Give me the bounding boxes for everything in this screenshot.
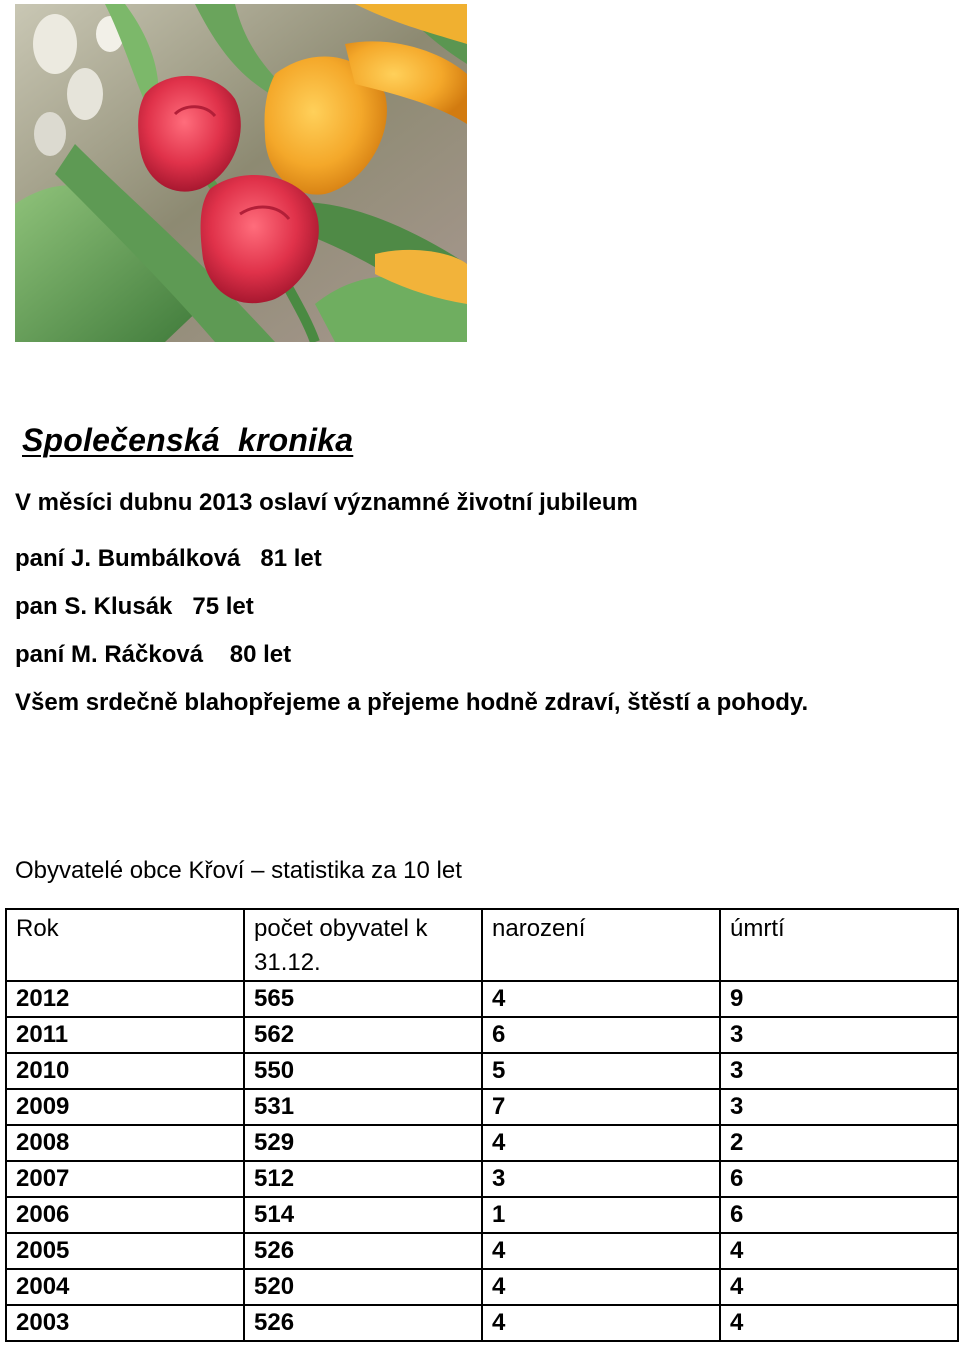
births-cell: 4	[482, 1269, 720, 1305]
year-cell: 2006	[6, 1197, 244, 1233]
births-cell: 3	[482, 1161, 720, 1197]
year-cell: 2003	[6, 1305, 244, 1341]
deaths-cell: 3	[720, 1017, 958, 1053]
population-cell: 565	[244, 981, 482, 1017]
deaths-cell: 3	[720, 1053, 958, 1089]
congratulations-text: Všem srdečně blahopřejeme a přejeme hodně zdraví, štěstí a pohody.	[15, 689, 809, 716]
table-row	[6, 1269, 958, 1305]
births-cell: 4	[482, 1233, 720, 1269]
births-cell: 5	[482, 1053, 720, 1089]
table-row	[6, 1125, 958, 1161]
population-cell: 526	[244, 1305, 482, 1341]
deaths-cell: 6	[720, 1197, 958, 1233]
births-cell: 4	[482, 981, 720, 1017]
table-header-row	[6, 909, 958, 981]
section-heading: Společenská kronika	[22, 422, 354, 458]
jubilee-intro: V měsíci dubnu 2013 oslaví významné životní jubileum	[15, 489, 638, 516]
deaths-cell: 6	[720, 1161, 958, 1197]
births-cell: 4	[482, 1125, 720, 1161]
statistics-title: Obyvatelé obce Křoví – statistika za 10 let	[15, 857, 462, 884]
table-row	[6, 1233, 958, 1269]
year-cell: 2009	[6, 1089, 244, 1125]
population-cell: 531	[244, 1089, 482, 1125]
deaths-cell: 2	[720, 1125, 958, 1161]
year-cell: 2005	[6, 1233, 244, 1269]
population-cell: 550	[244, 1053, 482, 1089]
births-cell: 1	[482, 1197, 720, 1233]
tulips-illustration	[15, 4, 467, 342]
population-cell: 514	[244, 1197, 482, 1233]
table-row	[6, 1161, 958, 1197]
column-header-deaths: úmrtí	[720, 909, 958, 981]
deaths-cell: 4	[720, 1269, 958, 1305]
table-row	[6, 1089, 958, 1125]
jubilee-person: pan S. Klusák 75 let	[15, 593, 254, 620]
jubilee-person: paní J. Bumbálková 81 let	[15, 545, 322, 572]
table-row	[6, 1017, 958, 1053]
deaths-cell: 3	[720, 1089, 958, 1125]
population-cell: 562	[244, 1017, 482, 1053]
births-cell: 4	[482, 1305, 720, 1341]
births-cell: 7	[482, 1089, 720, 1125]
table-row	[6, 1197, 958, 1233]
jubilee-person: paní M. Ráčková 80 let	[15, 641, 292, 668]
table-row	[6, 1053, 958, 1089]
year-cell: 2004	[6, 1269, 244, 1305]
year-cell: 2011	[6, 1017, 244, 1053]
deaths-cell: 4	[720, 1233, 958, 1269]
population-statistics-table	[5, 908, 959, 1342]
column-header-population: počet obyvatel k 31.12.	[244, 909, 482, 981]
table-row	[6, 1305, 958, 1341]
year-cell: 2007	[6, 1161, 244, 1197]
population-cell: 529	[244, 1125, 482, 1161]
deaths-cell: 9	[720, 981, 958, 1017]
population-cell: 512	[244, 1161, 482, 1197]
tulips-photo	[15, 4, 467, 342]
column-header-year: Rok	[6, 909, 244, 981]
deaths-cell: 4	[720, 1305, 958, 1341]
population-cell: 520	[244, 1269, 482, 1305]
year-cell: 2010	[6, 1053, 244, 1089]
population-cell: 526	[244, 1233, 482, 1269]
births-cell: 6	[482, 1017, 720, 1053]
table-row	[6, 981, 958, 1017]
column-header-births: narození	[482, 909, 720, 981]
year-cell: 2008	[6, 1125, 244, 1161]
year-cell: 2012	[6, 981, 244, 1017]
